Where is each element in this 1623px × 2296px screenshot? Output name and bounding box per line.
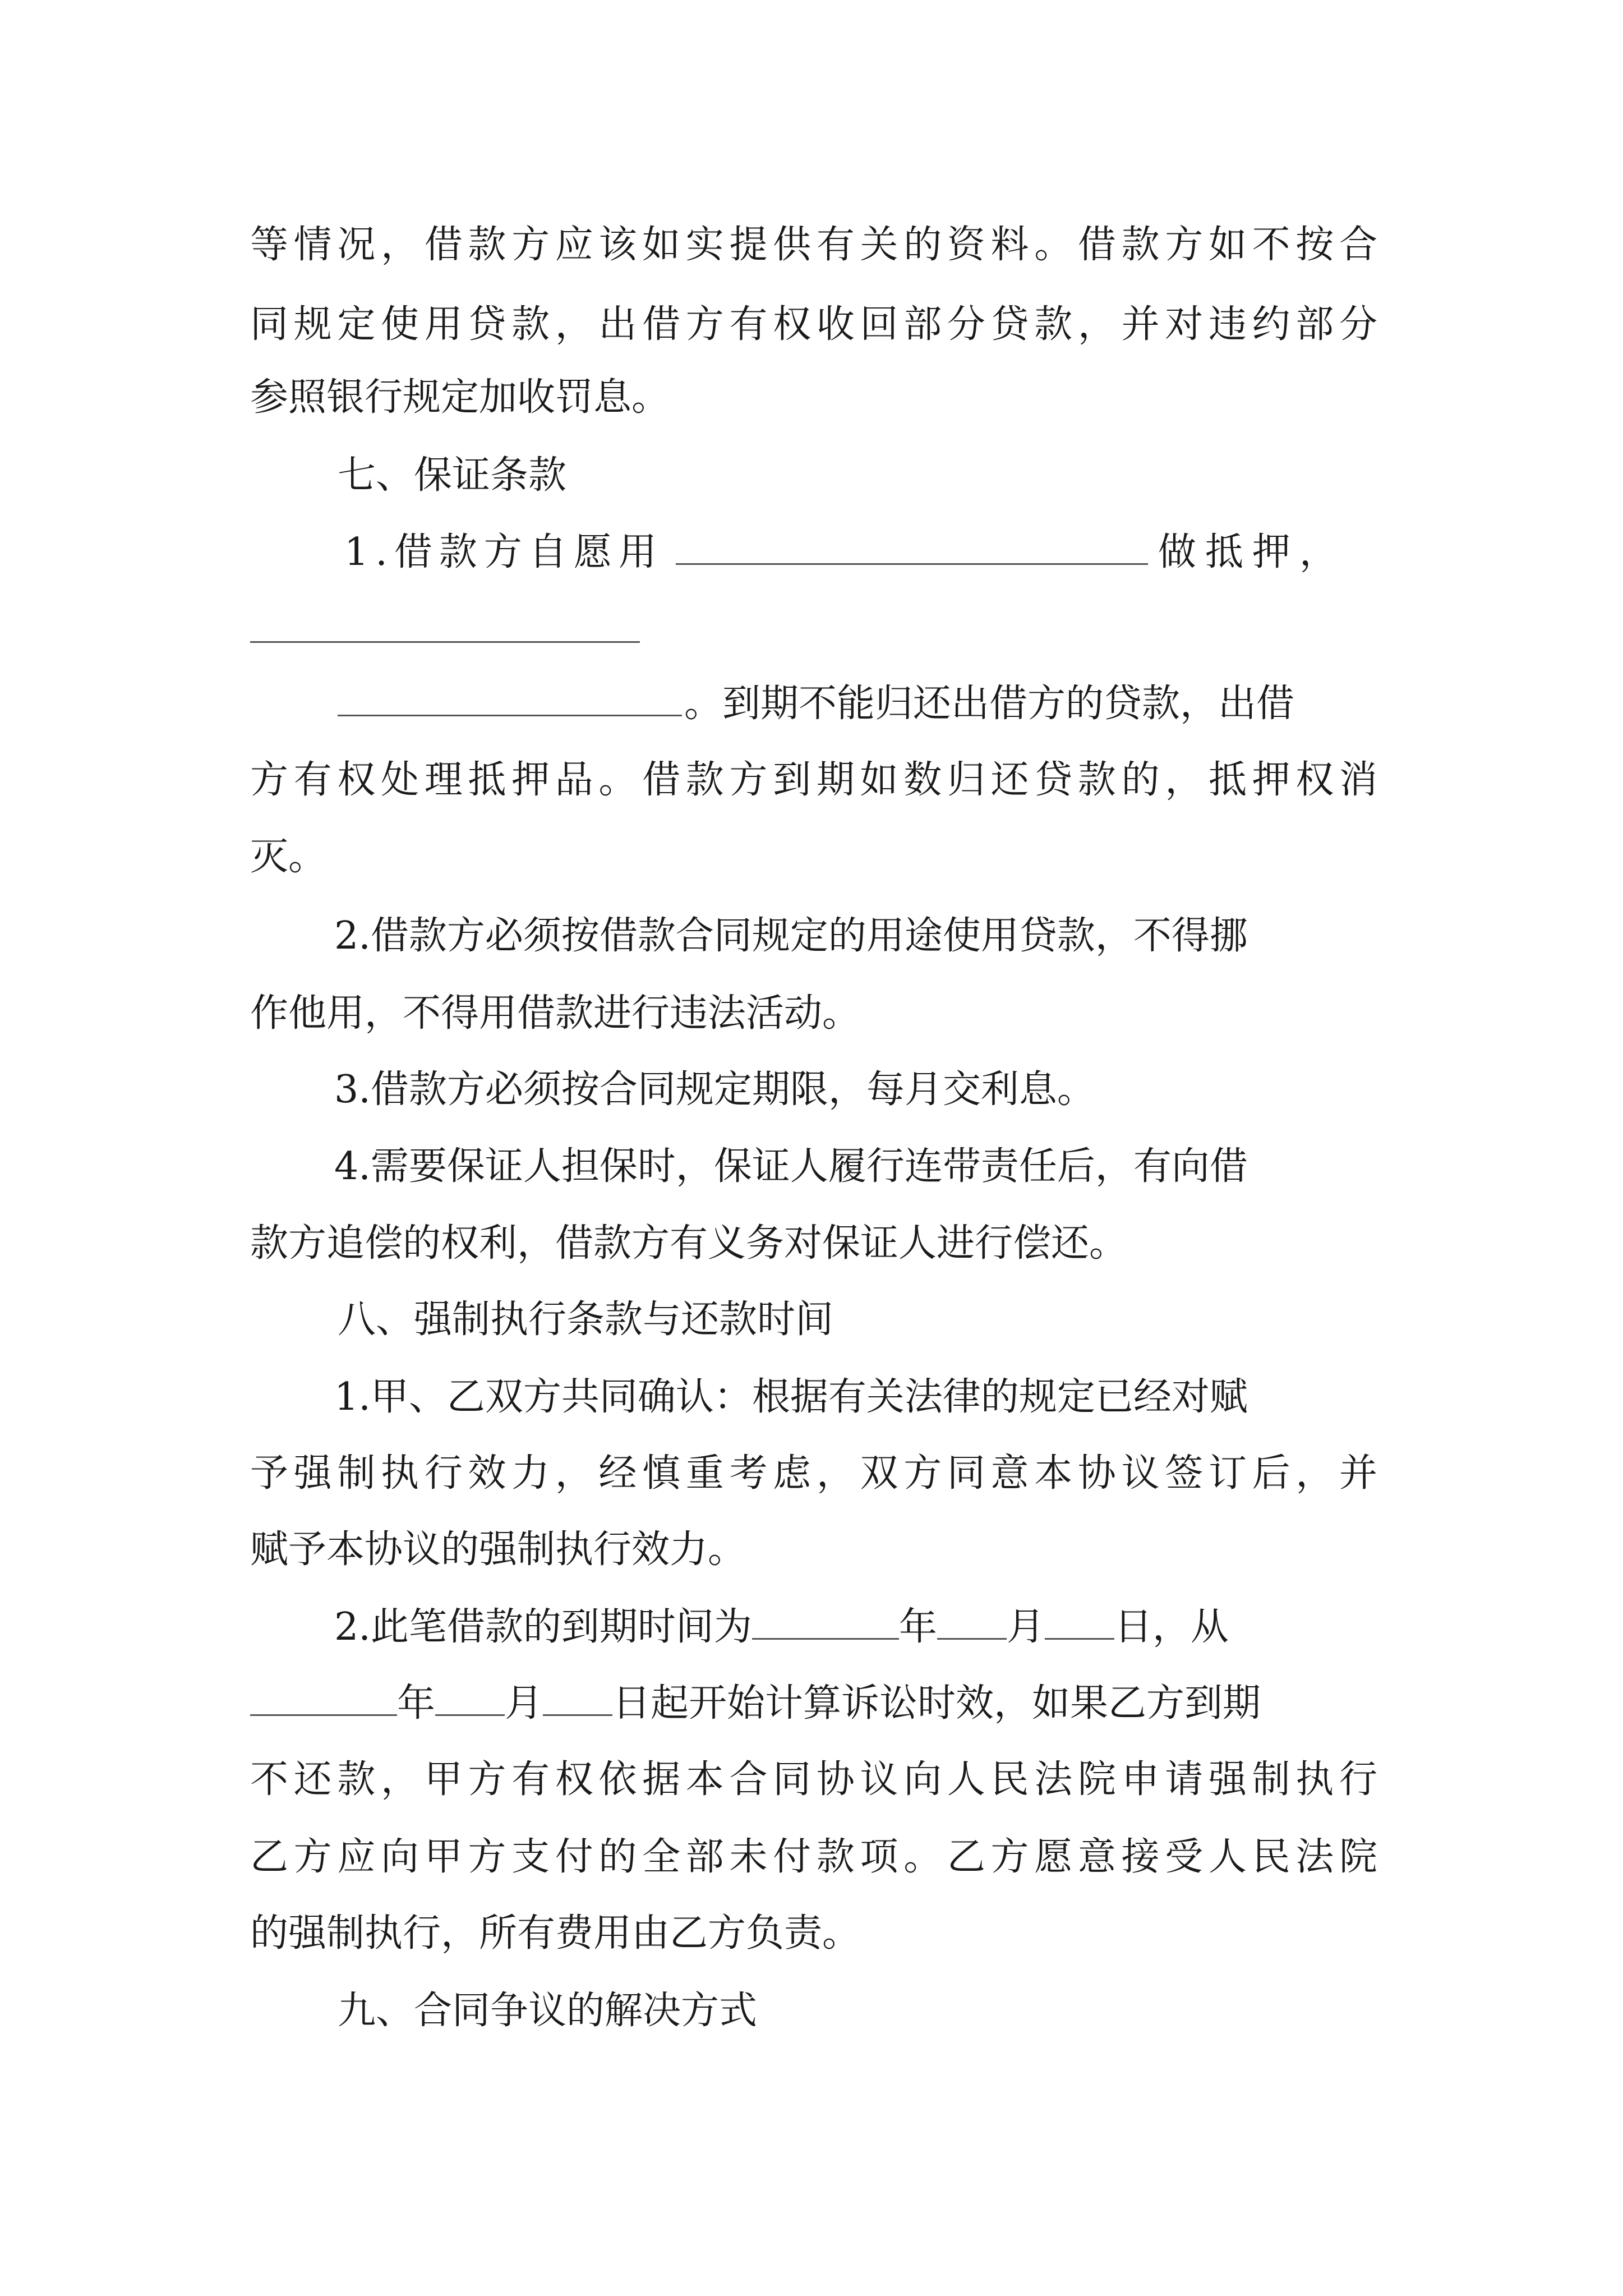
paragraph-line: 不还款，甲方有权依据本合同协议向人民法院申请强制执行 [250, 1757, 1377, 1802]
section-heading-vii: 七、保证条款 [338, 453, 567, 498]
clause-text: 2.此笔借款的到期时间为 [334, 1605, 752, 1649]
clause-text: 做抵押， [1158, 530, 1347, 574]
month-label: 月 [1006, 1605, 1045, 1649]
paragraph-line: 方有权处理抵押品。借款方到期如数归还贷款的，抵押权消 [250, 758, 1377, 802]
start-year-blank [250, 1682, 397, 1716]
section-heading-viii: 八、强制执行条款与还款时间 [338, 1297, 834, 1342]
paragraph-line: 参照银行规定加收罚息。 [250, 375, 670, 420]
collateral-detail-blank [250, 641, 640, 643]
clause-text: 。到期不能归还出借方的贷款，出借 [684, 682, 1295, 726]
due-day-blank [1045, 1605, 1114, 1640]
clause-vii-1-line1 [344, 522, 1377, 583]
clause-viii-2-line1 [334, 1596, 1377, 1658]
paragraph-line: 予强制执行效力，经慎重考虑，双方同意本协议签订后，并 [250, 1451, 1377, 1496]
paragraph-line: 作他用，不得用借款进行违法活动。 [250, 991, 861, 1036]
due-year-blank [752, 1605, 899, 1640]
clause-text: 日起开始计算诉讼时效，如果乙方到期 [612, 1681, 1261, 1726]
year-label: 年 [397, 1681, 436, 1726]
paragraph-line: 同规定使用贷款，出借方有权收回部分贷款，并对违约部分 [250, 302, 1377, 347]
clause-viii-2-line2 [250, 1673, 1377, 1734]
collateral-description-blank [338, 682, 682, 716]
paragraph-line: 1.甲、乙双方共同确认：根据有关法律的规定已经对赋 [334, 1375, 1248, 1419]
section-heading-ix: 九、合同争议的解决方式 [338, 1989, 758, 2033]
month-label: 月 [505, 1681, 543, 1726]
clause-text: 1.借款方自愿用 [344, 530, 663, 574]
paragraph-line: 乙方应向甲方支付的全部未付款项。乙方愿意接受人民法院 [250, 1835, 1377, 1879]
paragraph-line: 4.需要保证人担保时，保证人履行连带责任后，有向借 [334, 1144, 1248, 1189]
clause-text: 日，从 [1114, 1605, 1229, 1649]
start-day-blank [543, 1682, 612, 1716]
paragraph-line: 款方追偿的权利，借款方有义务对保证人进行偿还。 [250, 1221, 1128, 1266]
due-month-blank [937, 1605, 1007, 1640]
paragraph-line: 的强制执行，所有费用由乙方负责。 [250, 1911, 861, 1955]
paragraph-line: 赋予本协议的强制执行效力。 [250, 1527, 746, 1572]
clause-vii-1-line2 [338, 673, 1377, 735]
paragraph-line: 灭。 [250, 835, 327, 879]
start-month-blank [435, 1682, 505, 1716]
paragraph-line: 等情况，借款方应该如实提供有关的资料。借款方如不按合 [250, 223, 1377, 267]
collateral-blank [676, 531, 1148, 565]
paragraph-line: 3.借款方必须按合同规定期限，每月交利息。 [334, 1068, 1095, 1112]
year-label: 年 [898, 1605, 937, 1649]
paragraph-line: 2.借款方必须按借款合同规定的用途使用贷款，不得挪 [334, 914, 1248, 958]
